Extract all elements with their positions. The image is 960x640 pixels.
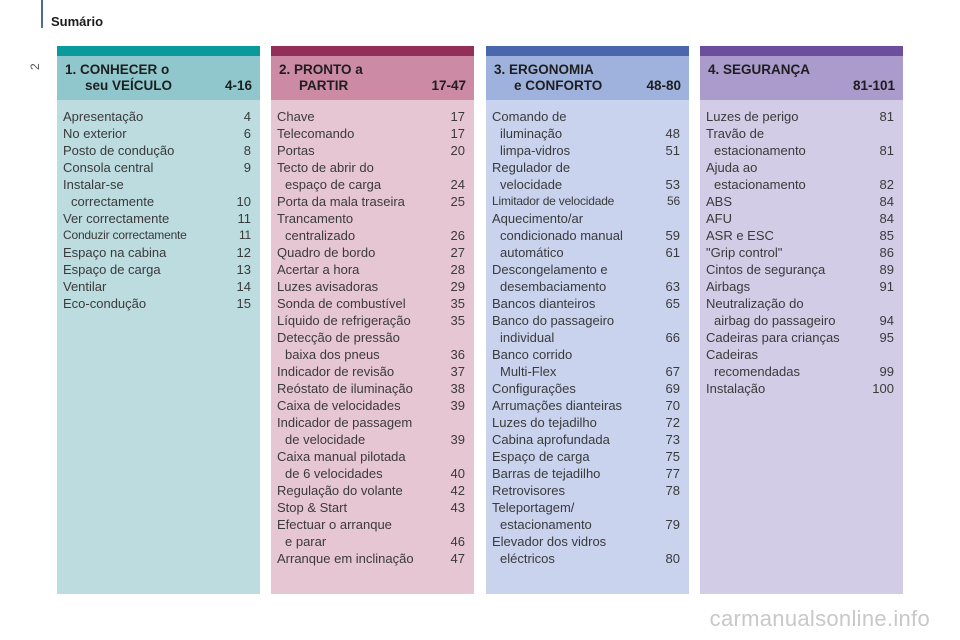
toc-entry[interactable] — [492, 363, 680, 380]
toc-entry-page: 48 — [665, 126, 680, 141]
toc-entry-label: Luzes de perigo — [706, 109, 799, 124]
toc-entry-page: 61 — [665, 245, 680, 260]
toc-entry[interactable] — [63, 125, 251, 142]
toc-entry-page: 67 — [665, 364, 680, 379]
toc-entry-label: Caixa manual pilotada — [277, 449, 406, 464]
toc-entry-label: Consola central — [63, 160, 154, 175]
toc-entry-label: Telecomando — [277, 126, 355, 141]
toc-entry[interactable] — [492, 414, 680, 431]
toc-entry-label: airbag do passageiro — [714, 313, 836, 328]
toc-entry[interactable] — [277, 482, 465, 499]
toc-entry[interactable] — [706, 244, 894, 261]
toc-entry[interactable] — [706, 346, 894, 363]
toc-entry-page — [658, 108, 680, 125]
toc-entry[interactable] — [277, 380, 465, 397]
toc-entry[interactable] — [277, 227, 465, 244]
toc-entry-label: automático — [500, 245, 564, 260]
toc-entry-label: Travão de — [706, 126, 765, 141]
toc-entry-label: Portas — [277, 143, 315, 158]
toc-entry[interactable] — [492, 193, 680, 210]
toc-entry[interactable] — [706, 142, 894, 159]
toc-entry-label: Arrumações dianteiras — [492, 398, 623, 413]
toc-entry-page: 47 — [450, 551, 465, 566]
toc-entry-page — [443, 159, 465, 176]
toc-entry[interactable] — [277, 465, 465, 482]
toc-entry-label: Ver correctamente — [63, 211, 170, 226]
toc-entry-page — [872, 346, 894, 363]
toc-entry[interactable] — [492, 431, 680, 448]
toc-entry-page: 8 — [243, 143, 251, 158]
toc-entry[interactable] — [277, 533, 465, 550]
toc-entry-label: Ajuda ao — [706, 160, 758, 175]
toc-entry-page: 80 — [665, 551, 680, 566]
toc-entry[interactable] — [277, 261, 465, 278]
toc-entry-label: Tecto de abrir do — [277, 160, 374, 175]
toc-entry-label: Limitador de velocidade — [492, 194, 615, 208]
toc-entry-label: Reóstato de iluminação — [277, 381, 413, 396]
toc-entry-label: Caixa de velocidades — [277, 398, 401, 413]
toc-entry[interactable] — [492, 465, 680, 482]
section-item-list — [57, 100, 260, 594]
section-item-list — [700, 100, 903, 594]
toc-entry-label: Eco-condução — [63, 296, 147, 311]
toc-entry-page: 17 — [450, 126, 465, 141]
section-title: 1. CONHECER o — [65, 62, 170, 77]
toc-entry-page: 82 — [879, 177, 894, 192]
toc-entry-page: 99 — [879, 364, 894, 379]
toc-entry[interactable] — [492, 550, 680, 567]
toc-entry-page: 37 — [450, 364, 465, 379]
toc-entry[interactable] — [63, 227, 251, 244]
toc-entry[interactable] — [492, 227, 680, 244]
toc-entry-page: 15 — [236, 296, 251, 311]
toc-entry-label: AFU — [706, 211, 732, 226]
toc-entry-page: 40 — [450, 466, 465, 481]
toc-entry-label: Apresentação — [63, 109, 144, 124]
toc-entry[interactable] — [277, 516, 465, 533]
toc-entry-label: Posto de condução — [63, 143, 175, 158]
toc-entry-label: Aquecimento/ar — [492, 211, 584, 226]
toc-entry-label: Instalar-se — [63, 177, 124, 192]
toc-entry-label: Neutralização do — [706, 296, 804, 311]
toc-entry-page: 20 — [450, 143, 465, 158]
section-item-list — [271, 100, 474, 594]
toc-entry-label: Elevador dos vidros — [492, 534, 607, 549]
toc-entry-page: 46 — [450, 534, 465, 549]
toc-entry[interactable] — [63, 159, 251, 176]
toc-entry[interactable] — [706, 227, 894, 244]
toc-entry[interactable] — [63, 295, 251, 312]
section-title: 3. ERGONOMIA — [494, 62, 594, 77]
toc-entry[interactable] — [706, 125, 894, 142]
toc-entry[interactable] — [277, 176, 465, 193]
toc-entry[interactable] — [492, 533, 680, 550]
toc-entry-label: Cadeiras para crianças — [706, 330, 840, 345]
toc-entry-page: 42 — [450, 483, 465, 498]
toc-entry[interactable] — [492, 380, 680, 397]
toc-entry-page: 39 — [450, 398, 465, 413]
toc-entry-label: Regulador de — [492, 160, 571, 175]
toc-entry[interactable] — [63, 108, 251, 125]
toc-entry-label: eléctricos — [500, 551, 555, 566]
toc-entry[interactable] — [63, 142, 251, 159]
toc-entry[interactable] — [277, 244, 465, 261]
toc-entry-page — [443, 448, 465, 465]
toc-entry[interactable] — [706, 261, 894, 278]
toc-entry[interactable] — [277, 431, 465, 448]
toc-entry[interactable] — [277, 363, 465, 380]
toc-entry[interactable] — [706, 363, 894, 380]
toc-entry-label: Configurações — [492, 381, 576, 396]
toc-entry-page — [443, 414, 465, 431]
toc-entry-label: Espaço de carga — [492, 449, 590, 464]
toc-entry-label: Efectuar o arranque — [277, 517, 392, 532]
toc-entry-page: 14 — [236, 279, 251, 294]
toc-entry-page: 86 — [879, 245, 894, 260]
toc-entry[interactable] — [706, 312, 894, 329]
toc-entry-label: Líquido de refrigeração — [277, 313, 411, 328]
toc-entry[interactable] — [63, 193, 251, 210]
section-column-2 — [271, 46, 474, 594]
toc-entry[interactable] — [277, 193, 465, 210]
toc-entry-label: correctamente — [71, 194, 155, 209]
toc-entry-page: 85 — [879, 228, 894, 243]
toc-entry-label: Instalação — [706, 381, 766, 396]
toc-entry-label: e parar — [285, 534, 327, 549]
section-color-bar — [700, 46, 903, 56]
toc-entry-label: centralizado — [285, 228, 356, 243]
toc-entry-label: Quadro de bordo — [277, 245, 376, 260]
section-color-bar — [57, 46, 260, 56]
toc-entry-page — [872, 159, 894, 176]
section-column-4 — [700, 46, 903, 594]
header-side-rule — [41, 0, 43, 28]
toc-entry[interactable] — [63, 176, 251, 193]
toc-entry-page — [872, 125, 894, 142]
toc-entry[interactable] — [277, 397, 465, 414]
toc-entry-label: estacionamento — [714, 177, 806, 192]
toc-entry-page: 11 — [237, 211, 251, 226]
section-subtitle: e CONFORTO — [514, 78, 603, 93]
section-page-range: 4-16 — [224, 78, 252, 93]
toc-entry-label: Barras de tejadilho — [492, 466, 601, 481]
toc-entry-label: Luzes do tejadilho — [492, 415, 597, 430]
section-column-3 — [486, 46, 689, 594]
toc-entry-label: condicionado manual — [500, 228, 623, 243]
section-color-bar — [486, 46, 689, 56]
section-subtitle: PARTIR — [299, 78, 349, 93]
section-page-range: 81-101 — [852, 78, 895, 93]
toc-entry-page: 66 — [665, 330, 680, 345]
toc-entry-page: 56 — [667, 194, 680, 208]
toc-entry[interactable] — [706, 329, 894, 346]
section-color-bar — [271, 46, 474, 56]
toc-entry-label: Banco do passageiro — [492, 313, 615, 328]
toc-entry-label: Multi-Flex — [500, 364, 557, 379]
toc-entry-page: 24 — [450, 177, 465, 192]
toc-entry[interactable] — [63, 278, 251, 295]
section-header[interactable] — [271, 56, 474, 100]
toc-entry-page: 72 — [665, 415, 680, 430]
toc-entry[interactable] — [277, 108, 465, 125]
toc-entry-label: Sonda de combustível — [277, 296, 406, 311]
toc-entry-page — [229, 176, 251, 193]
toc-entry-label: limpa-vidros — [500, 143, 571, 158]
toc-entry-label: Luzes avisadoras — [277, 279, 379, 294]
toc-entry-page: 70 — [665, 398, 680, 413]
toc-entry-label: "Grip control" — [706, 245, 783, 260]
toc-entry[interactable] — [706, 176, 894, 193]
toc-entry[interactable] — [277, 142, 465, 159]
toc-entry[interactable] — [492, 329, 680, 346]
toc-entry-label: estacionamento — [714, 143, 806, 158]
toc-entry-page: 94 — [879, 313, 894, 328]
toc-entry-page: 89 — [879, 262, 894, 277]
toc-entry-page: 13 — [236, 262, 251, 277]
toc-entry-label: Espaço na cabina — [63, 245, 167, 260]
toc-entry[interactable] — [492, 125, 680, 142]
toc-entry[interactable] — [277, 414, 465, 431]
toc-entry[interactable] — [277, 346, 465, 363]
toc-entry[interactable] — [277, 210, 465, 227]
toc-entry-label: Cadeiras — [706, 347, 759, 362]
toc-entry-label: Banco corrido — [492, 347, 573, 362]
toc-entry-label: espaço de carga — [285, 177, 382, 192]
toc-entry[interactable] — [492, 261, 680, 278]
toc-entry[interactable] — [492, 108, 680, 125]
toc-entry-page: 12 — [236, 245, 251, 260]
toc-entry-page — [658, 499, 680, 516]
toc-entry-label: Stop & Start — [277, 500, 348, 515]
toc-entry-label: Chave — [277, 109, 315, 124]
toc-entry[interactable] — [492, 499, 680, 516]
toc-entry-page: 38 — [450, 381, 465, 396]
toc-entry[interactable] — [492, 295, 680, 312]
section-page-range: 17-47 — [431, 78, 466, 93]
section-header[interactable] — [700, 56, 903, 100]
toc-entry-label: individual — [500, 330, 555, 345]
toc-entry-page: 100 — [872, 381, 894, 396]
toc-entry-label: velocidade — [500, 177, 563, 192]
toc-entry-page — [658, 159, 680, 176]
toc-entry-label: Indicador de passagem — [277, 415, 413, 430]
toc-entry-label: de 6 velocidades — [285, 466, 383, 481]
toc-entry[interactable] — [492, 448, 680, 465]
toc-entry-page: 39 — [450, 432, 465, 447]
toc-entry-page: 9 — [243, 160, 251, 175]
toc-entry-label: Descongelamento e — [492, 262, 608, 277]
toc-entry[interactable] — [706, 159, 894, 176]
toc-entry-label: estacionamento — [500, 517, 592, 532]
toc-entry-label: Indicador de revisão — [277, 364, 395, 379]
toc-entry[interactable] — [63, 244, 251, 261]
toc-entry-page: 35 — [450, 313, 465, 328]
toc-entry-page: 27 — [450, 245, 465, 260]
toc-entry-label: Conduzir correctamente — [63, 228, 187, 242]
toc-entry-label: de velocidade — [285, 432, 366, 447]
toc-entry-page — [443, 516, 465, 533]
toc-entry-page: 79 — [665, 517, 680, 532]
toc-entry-page: 84 — [879, 211, 894, 226]
toc-entry-label: Acertar a hora — [277, 262, 360, 277]
toc-entry-page: 75 — [665, 449, 680, 464]
toc-entry[interactable] — [277, 278, 465, 295]
toc-entry-page: 77 — [665, 466, 680, 481]
toc-entry-page: 78 — [665, 483, 680, 498]
toc-entry[interactable] — [277, 312, 465, 329]
toc-entry[interactable] — [63, 210, 251, 227]
toc-entry-label: Ventilar — [63, 279, 107, 294]
section-column-1 — [57, 46, 260, 594]
toc-entry-label: Cintos de segurança — [706, 262, 826, 277]
section-item-list — [486, 100, 689, 594]
toc-entry-page: 81 — [879, 109, 894, 124]
toc-entry-label: Retrovisores — [492, 483, 565, 498]
toc-entry[interactable] — [492, 159, 680, 176]
toc-entry[interactable] — [277, 448, 465, 465]
toc-entry-label: Trancamento — [277, 211, 354, 226]
toc-entry-page — [658, 261, 680, 278]
toc-entry-page: 63 — [665, 279, 680, 294]
toc-entry-page: 84 — [879, 194, 894, 209]
toc-entry[interactable] — [492, 278, 680, 295]
toc-entry-page: 95 — [879, 330, 894, 345]
toc-entry-page: 35 — [450, 296, 465, 311]
toc-entry-label: iluminação — [500, 126, 563, 141]
page-title: Sumário — [51, 14, 104, 29]
toc-entry[interactable] — [63, 261, 251, 278]
toc-entry-page: 26 — [450, 228, 465, 243]
toc-entry-page: 59 — [665, 228, 680, 243]
toc-entry-page — [658, 533, 680, 550]
toc-entry-page: 69 — [665, 381, 680, 396]
toc-entry-page: 17 — [450, 109, 465, 124]
section-page-range: 48-80 — [646, 78, 681, 93]
toc-entry-page: 81 — [879, 143, 894, 158]
toc-entry-page: 6 — [243, 126, 251, 141]
toc-entry-label: Comando de — [492, 109, 567, 124]
toc-entry-page: 53 — [665, 177, 680, 192]
toc-entry[interactable] — [277, 550, 465, 567]
toc-entry-label: Airbags — [706, 279, 751, 294]
toc-entry-label: Cabina aprofundada — [492, 432, 610, 447]
toc-entry-page: 36 — [450, 347, 465, 362]
toc-entry-page: 29 — [450, 279, 465, 294]
toc-entry-label: No exterior — [63, 126, 127, 141]
page-number: 2 — [28, 63, 42, 70]
toc-entry-page: 73 — [665, 432, 680, 447]
toc-entry-page — [443, 210, 465, 227]
toc-entry-page: 28 — [450, 262, 465, 277]
section-header[interactable] — [486, 56, 689, 100]
toc-entry-page: 65 — [665, 296, 680, 311]
toc-entry[interactable] — [277, 499, 465, 516]
toc-entry-page — [658, 312, 680, 329]
toc-entry[interactable] — [492, 312, 680, 329]
toc-entry[interactable] — [492, 482, 680, 499]
toc-entry[interactable] — [277, 159, 465, 176]
toc-entry[interactable] — [277, 125, 465, 142]
toc-entry-label: Bancos dianteiros — [492, 296, 596, 311]
watermark: carmanualsonline.info — [709, 606, 930, 631]
toc-entry-page: 10 — [236, 194, 251, 209]
toc-entry[interactable] — [277, 329, 465, 346]
toc-entry-page: 11 — [238, 228, 251, 242]
toc-entry-page — [658, 346, 680, 363]
toc-entry[interactable] — [706, 295, 894, 312]
toc-entry[interactable] — [706, 193, 894, 210]
toc-entry[interactable] — [706, 278, 894, 295]
toc-entry[interactable] — [492, 397, 680, 414]
toc-entry-page: 51 — [665, 143, 680, 158]
section-title: 4. SEGURANÇA — [708, 62, 811, 77]
toc-entry-label: Regulação do volante — [277, 483, 403, 498]
toc-entry-page — [658, 210, 680, 227]
toc-entry-label: recomendadas — [714, 364, 800, 379]
toc-entry-label: Arranque em inclinação — [277, 551, 414, 566]
section-subtitle: seu VEÍCULO — [85, 78, 173, 93]
toc-entry-label: ASR e ESC — [706, 228, 774, 243]
toc-entry[interactable] — [492, 516, 680, 533]
toc-entry[interactable] — [492, 244, 680, 261]
toc-entry[interactable] — [706, 380, 894, 397]
toc-entry-label: Porta da mala traseira — [277, 194, 405, 209]
toc-entry[interactable] — [706, 210, 894, 227]
toc-entry-label: Teleportagem/ — [492, 500, 575, 515]
toc-entry-page: 25 — [450, 194, 465, 209]
toc-entry-page — [443, 329, 465, 346]
toc-entry-label: Espaço de carga — [63, 262, 161, 277]
toc-entry[interactable] — [492, 176, 680, 193]
toc-entry-page: 43 — [450, 500, 465, 515]
toc-entry-label: desembaciamento — [500, 279, 607, 294]
toc-entry-page: 91 — [879, 279, 894, 294]
toc-entry-label: baixa dos pneus — [285, 347, 380, 362]
toc-entry-label: Detecção de pressão — [277, 330, 400, 345]
toc-entry[interactable] — [492, 210, 680, 227]
toc-entry-page — [872, 295, 894, 312]
toc-entry-label: ABS — [706, 194, 733, 209]
toc-entry[interactable] — [277, 295, 465, 312]
section-header[interactable] — [57, 56, 260, 100]
toc-entry-page: 4 — [243, 109, 251, 124]
toc-entry[interactable] — [492, 142, 680, 159]
toc-entry[interactable] — [492, 346, 680, 363]
toc-entry[interactable] — [706, 108, 894, 125]
section-title: 2. PRONTO a — [279, 62, 363, 77]
